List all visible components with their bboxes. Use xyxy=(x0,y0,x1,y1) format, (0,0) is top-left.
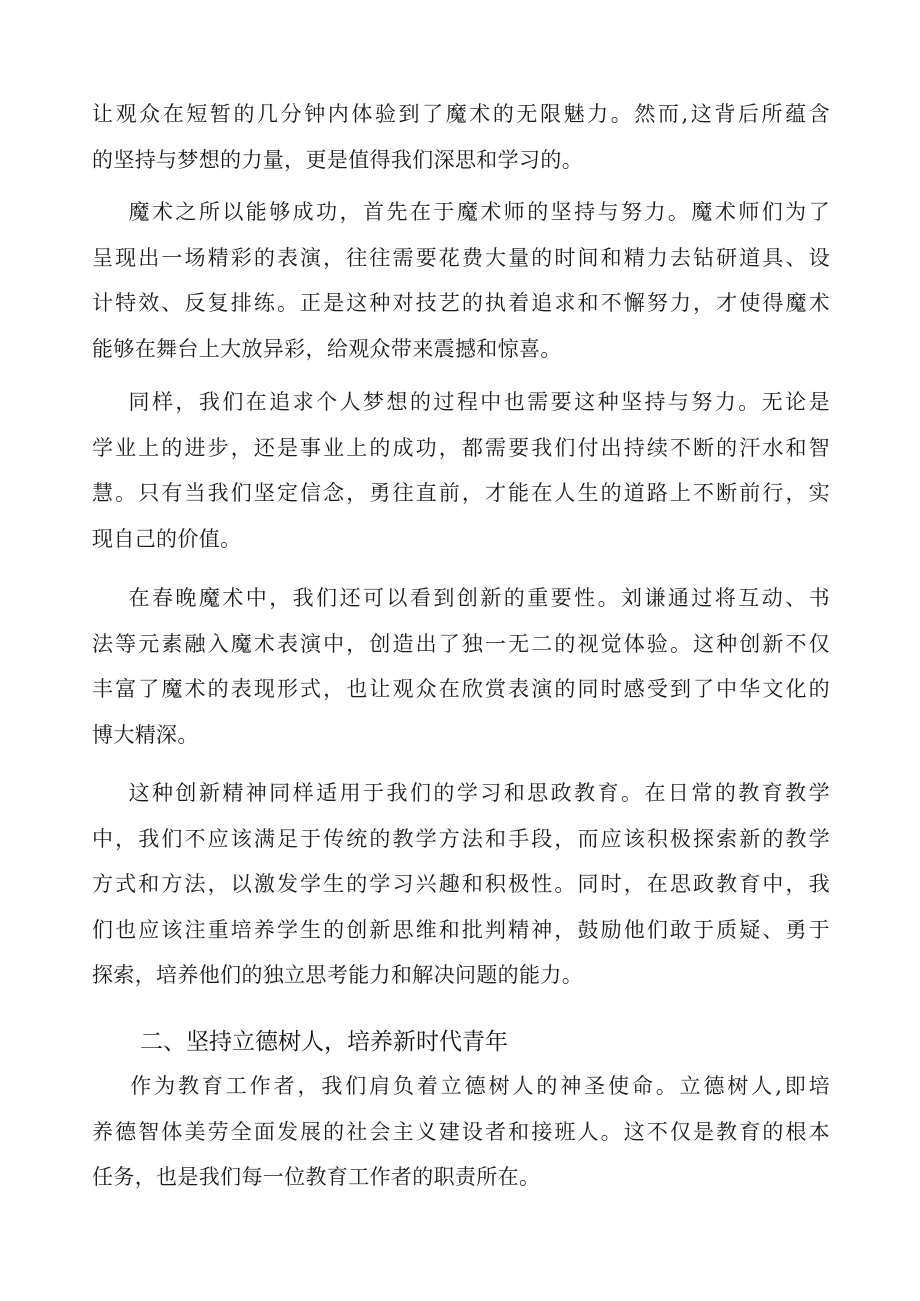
text-line: 计特效、反复排练。正是这种对技艺的执着追求和不懈努力，才使得魔术 xyxy=(92,291,830,315)
text-line: 学业上的进步，还是事业上的成功，都需要我们付出持续不断的汗水和智 xyxy=(92,435,830,460)
text-line: 让观众在短暂的几分钟内体验到了魔术的无限魅力。然而,这背后所蕴含 xyxy=(92,102,830,126)
text-line: 中，我们不应该满足于传统的教学方法和手段，而应该积极探索新的教学 xyxy=(92,826,830,851)
text-line: 任务，也是我们每一位教育工作者的职责所在。 xyxy=(92,1165,541,1189)
paragraph-magic-charm xyxy=(92,92,830,183)
paragraph-moral-education xyxy=(92,1064,830,1201)
paragraph-persistence xyxy=(92,190,830,372)
text-line: 丰富了魔术的表现形式，也让观众在欣赏表演的同时感受到了中华文化的 xyxy=(92,677,830,701)
text-line: 养德智体美劳全面发展的社会主义建设者和接班人。这不仅是教育的根本 xyxy=(92,1119,830,1144)
paragraph-innovation xyxy=(92,576,830,758)
paragraph-education xyxy=(92,771,830,999)
text-line: 的坚持与梦想的力量，更是值得我们深思和学习的。 xyxy=(92,147,584,172)
text-line: 在春晚魔术中，我们还可以看到创新的重要性。刘谦通过将互动、书 xyxy=(92,586,830,610)
text-line: 方式和方法，以激发学生的学习兴趣和积极性。同时，在思政教育中，我 xyxy=(92,872,830,896)
text-line: 这种创新精神同样适用于我们的学习和思政教育。在日常的教育教学 xyxy=(92,781,830,805)
section-heading: 二、坚持立德树人，培养新时代青年 xyxy=(140,1029,508,1055)
text-line: 们也应该注重培养学生的创新思维和批判精神，鼓励他们敢于质疑、勇于 xyxy=(92,917,830,942)
text-line: 作为教育工作者，我们肩负着立德树人的神圣使命。立德树人,即培 xyxy=(92,1074,830,1098)
text-line: 现自己的价值。 xyxy=(92,526,242,551)
text-line: 能够在舞台上大放异彩，给观众带来震撼和惊喜。 xyxy=(92,336,562,361)
text-line: 探索，培养他们的独立思考能力和解决问题的能力。 xyxy=(92,963,584,987)
text-line: 博大精深。 xyxy=(92,722,199,747)
paragraph-personal-dream xyxy=(92,380,830,562)
text-line: 同样，我们在追求个人梦想的过程中也需要这种坚持与努力。无论是 xyxy=(92,390,830,414)
text-line: 慧。只有当我们坚定信念，勇往直前，才能在人生的道路上不断前行，实 xyxy=(92,481,830,505)
text-line: 魔术之所以能够成功，首先在于魔术师的坚持与努力。魔术师们为了 xyxy=(92,200,830,224)
text-line: 法等元素融入魔术表演中，创造出了独一无二的视觉体验。这种创新不仅 xyxy=(92,631,830,656)
text-line: 呈现出一场精彩的表演，往往需要花费大量的时间和精力去钻研道具、设 xyxy=(92,245,830,270)
